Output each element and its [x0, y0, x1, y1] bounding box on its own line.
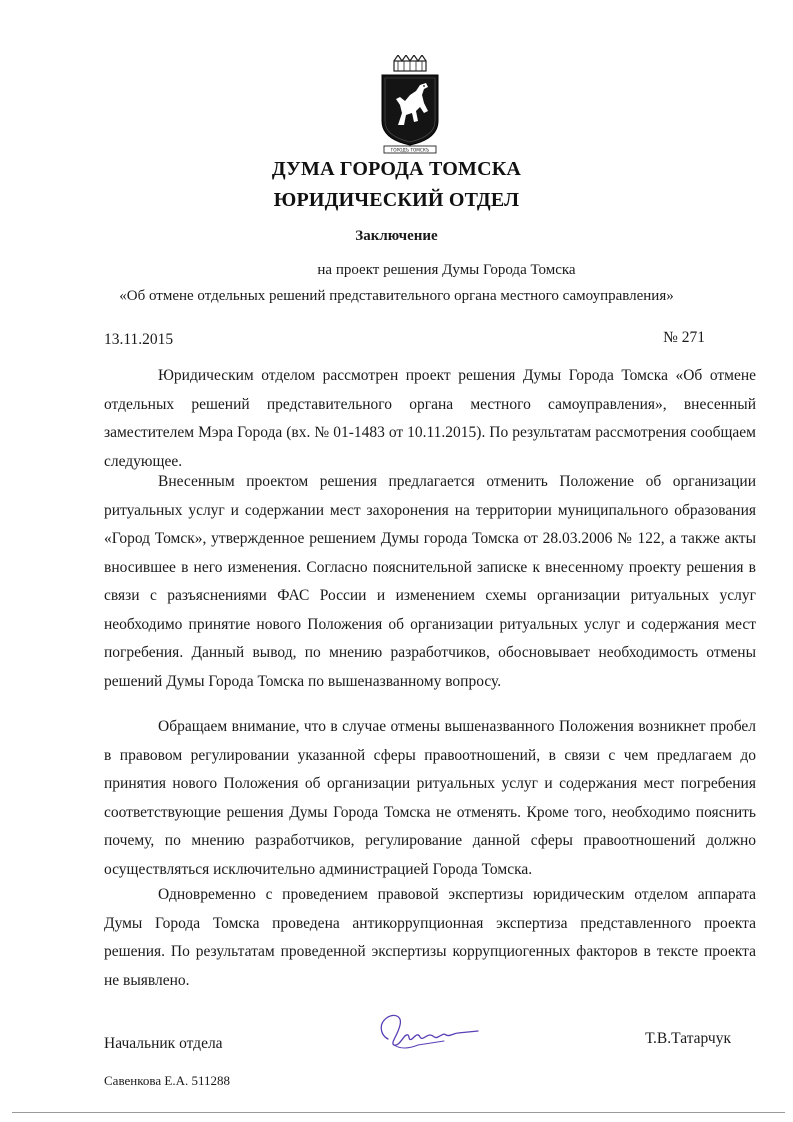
document-subject-line-1: на проект решения Думы Города Томска: [317, 262, 576, 278]
document-date: 13.11.2015: [104, 331, 174, 348]
department-name: ЮРИДИЧЕСКИЙ ОТДЕЛ: [273, 189, 520, 211]
signatory-name: Т.В.Татарчук: [645, 1030, 731, 1047]
body-paragraph-1: Юридическим отделом рассмотрен проект решения Думы Города Томска «Об отмене отдельных решений представительного органа местного самоуправления», внесенный заместителем Мэра Города (вх. № 01-1483 от 10.11.2015). По результатам рассмотрения сообщаем следующее.: [104, 367, 756, 470]
handwritten-signature: [374, 1005, 484, 1055]
document-subject-line-2: «Об отмене отдельных решений представительного органа местного самоуправления»: [119, 288, 674, 304]
body-paragraph-2: Внесенным проектом решения предлагается отменить Положение об организации ритуальных услуг и содержании мест захоронения на территории муниципального образования «Город Томск», утвержденное решением Думы города Томска от 28.03.2006 № 122, а также акты вносившее в него изменения. Согласно пояснительной записке к внесенному проекту решения в связи с разъяснениями ФАС России и изменением схемы организации ритуальных услуг необходимо принятие нового Положения об организации ритуальных услуг и содержания мест погребения. Данный вывод, по мнению разработчиков, обосновывает необходимость отмены решений Думы Города Томска по вышеназванному вопросу.: [104, 473, 756, 690]
svg-text:ГОРОДЪ ТОМСКЪ: ГОРОДЪ ТОМСКЪ: [390, 147, 430, 153]
signatory-position: Начальник отдела: [104, 1035, 223, 1052]
bottom-divider: [12, 1112, 785, 1113]
body-paragraph-3: Обращаем внимание, что в случае отмены вышеназванного Положения возникнет пробел в правовом регулировании указанной сферы правоотношений, в связи с чем предлагаем до принятия нового Положения об организации ритуальных услуг и содержания мест погребения соответствующие решения Думы Города Томска не отменять. Кроме того, необходимо пояснить почему, по мнению разработчиков, регулирование данной сферы правоотношений должно осуществляться исключительно администрацией Города Томска.: [104, 718, 756, 878]
document-title: Заключение: [355, 228, 438, 244]
body-paragraph-4: Одновременно с проведением правовой экспертизы юридическим отделом аппарата Думы Города Томска проведена антикоррупционная экспертиза представленного проекта решения. По результатам проведенной экспертизы коррупциогенных факторов в тексте проекта не выявлено.: [104, 886, 756, 989]
tomsk-coat-of-arms-icon: [378, 55, 442, 155]
executor-contact: Савенкова Е.А. 511288: [104, 1073, 230, 1088]
document-number: № 271: [663, 329, 705, 346]
organization-name: ДУМА ГОРОДА ТОМСКА: [271, 158, 522, 180]
